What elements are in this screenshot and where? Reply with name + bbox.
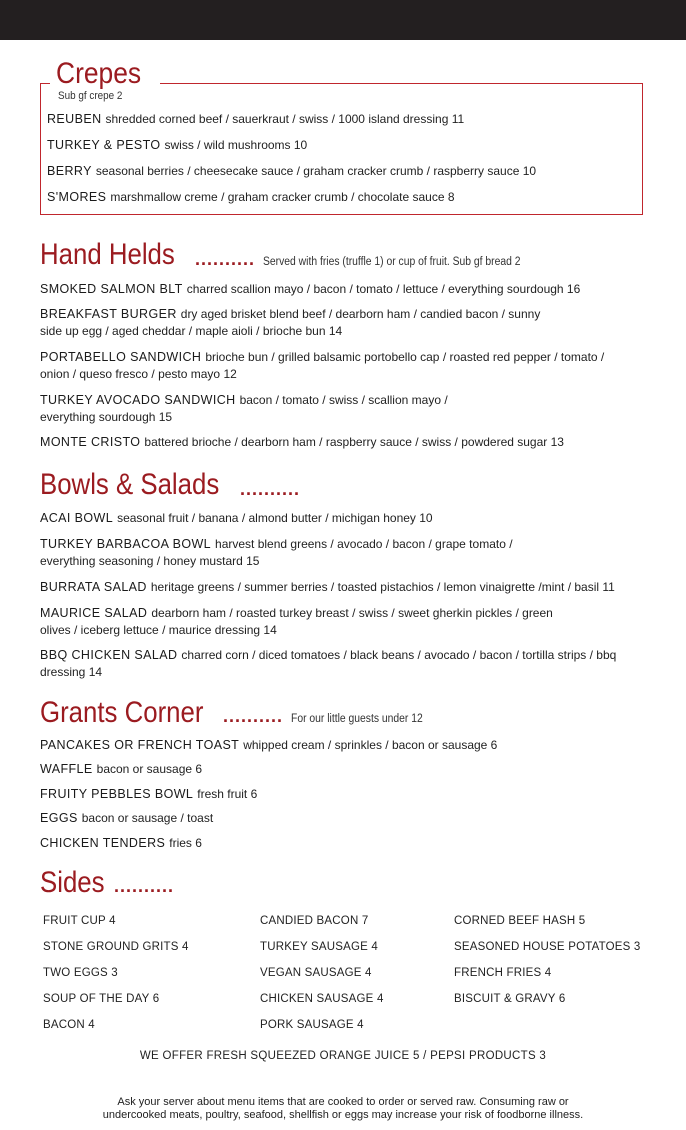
menu-item (40, 349, 620, 383)
item-desc: brioche bun / grilled balsamic portobello cap / roasted red pepper / tomato / onion / queso fresco / pesto mayo 12 (40, 350, 605, 381)
menu-item (47, 137, 307, 154)
item-name: BURRATA SALAD (40, 580, 147, 594)
side-item: CANDIED BACON 7 (260, 915, 369, 927)
item-desc: swiss / wild mushrooms 10 (164, 138, 308, 152)
item-desc: whipped cream / sprinkles / bacon or sausage 6 (243, 738, 498, 752)
hand-helds-note: Served with fries (truffle 1) or cup of fruit. Sub gf bread 2 (263, 256, 521, 268)
item-name: BBQ CHICKEN SALAD (40, 648, 178, 662)
item-desc: fresh fruit 6 (197, 787, 258, 801)
menu-item (40, 647, 650, 681)
hand-helds-header (40, 239, 197, 271)
item-desc: bacon or sausage 6 (96, 762, 203, 776)
side-item: FRENCH FRIES 4 (454, 967, 552, 979)
bowls-dots: .......... (240, 479, 301, 499)
menu-item (40, 392, 500, 426)
side-item: BISCUIT & GRAVY 6 (454, 993, 566, 1005)
menu-item (40, 786, 257, 803)
menu-item (47, 163, 536, 180)
menu-item (47, 111, 464, 128)
menu-item (40, 810, 213, 827)
menu-item (40, 737, 497, 754)
side-item: PORK SAUSAGE 4 (260, 1019, 364, 1031)
item-desc: seasonal berries / cheesecake sauce / graham cracker crumb / raspberry sauce 10 (95, 164, 537, 178)
top-bar (0, 0, 686, 40)
side-item: CORNED BEEF HASH 5 (454, 915, 586, 927)
item-desc: dearborn ham / roasted turkey breast / swiss / sweet gherkin pickles / green olives / iceberg lettuce / maurice dressing 14 (40, 606, 553, 637)
item-name: TURKEY BARBACOA BOWL (40, 537, 212, 551)
menu-item (40, 434, 564, 451)
menu-item (40, 605, 570, 639)
menu-item (47, 189, 455, 206)
item-name: FRUITY PEBBLES BOWL (40, 787, 194, 801)
side-item: CHICKEN SAUSAGE 4 (260, 993, 384, 1005)
item-desc: marshmallow creme / graham cracker crumb / chocolate sauce 8 (110, 190, 455, 204)
menu-item (40, 835, 202, 852)
menu-item (40, 536, 560, 570)
beverages-line: WE OFFER FRESH SQUEEZED ORANGE JUICE 5 / PEPSI PRODUCTS 3 (139, 1050, 547, 1062)
item-desc: heritage greens / summer berries / toasted pistachios / lemon vinaigrette /mint / basil 11 (150, 580, 615, 594)
item-desc: bacon or sausage / toast (81, 811, 214, 825)
item-name: S'MORES (47, 190, 107, 204)
grants-note: For our little guests under 12 (291, 713, 423, 725)
menu-item (40, 579, 615, 596)
item-desc: fries 6 (169, 836, 202, 850)
item-name: PANCAKES OR FRENCH TOAST (40, 738, 240, 752)
item-name: BERRY (47, 164, 92, 178)
grants-title: Grants Corner (40, 696, 204, 729)
side-item: TWO EGGS 3 (43, 967, 118, 979)
item-name: MAURICE SALAD (40, 606, 148, 620)
item-name: TURKEY & PESTO (47, 138, 161, 152)
sides-title: Sides (40, 866, 105, 899)
hand-helds-dots: .......... (195, 249, 256, 269)
item-desc: bacon / tomato / swiss / scallion mayo / everything sourdough 15 (40, 393, 448, 424)
item-name: ACAI BOWL (40, 511, 114, 525)
item-desc: harvest blend greens / avocado / bacon / grape tomato / everything seasoning / honey mustard 15 (40, 537, 513, 568)
item-desc: dry aged brisket blend beef / dearborn ham / candied bacon / sunny side up egg / aged cheddar / maple aioli / brioche bun 14 (40, 307, 541, 338)
disclaimer-line-2: undercooked meats, poultry, seafood, shellfish or eggs may increase your risk of foodborne illness. (102, 1109, 584, 1121)
menu-item (40, 306, 550, 340)
item-desc: seasonal fruit / banana / almond butter / michigan honey 10 (117, 511, 433, 525)
side-item: FRUIT CUP 4 (43, 915, 116, 927)
hand-helds-title: Hand Helds (40, 238, 175, 271)
item-name: TURKEY AVOCADO SANDWICH (40, 393, 236, 407)
item-name: WAFFLE (40, 762, 93, 776)
side-item: SEASONED HOUSE POTATOES 3 (454, 941, 641, 953)
side-item: TURKEY SAUSAGE 4 (260, 941, 379, 953)
item-name: REUBEN (47, 112, 102, 126)
side-item: STONE GROUND GRITS 4 (43, 941, 189, 953)
crepes-subnote: Sub gf crepe 2 (58, 90, 123, 102)
side-item: SOUP OF THE DAY 6 (43, 993, 160, 1005)
item-desc: charred scallion mayo / bacon / tomato / lettuce / everything sourdough 16 (186, 282, 581, 296)
side-item: BACON 4 (43, 1019, 95, 1031)
item-name: CHICKEN TENDERS (40, 836, 166, 850)
menu-item (40, 510, 433, 527)
item-name: BREAKFAST BURGER (40, 307, 177, 321)
item-desc: battered brioche / dearborn ham / raspberry sauce / swiss / powdered sugar 13 (144, 435, 564, 449)
item-name: MONTE CRISTO (40, 435, 141, 449)
item-name: SMOKED SALMON BLT (40, 282, 183, 296)
item-name: PORTABELLO SANDWICH (40, 350, 202, 364)
bowls-title: Bowls & Salads (40, 468, 220, 501)
item-desc: charred corn / diced tomatoes / black beans / avocado / bacon / tortilla strips / bbq dressing 14 (40, 648, 617, 679)
menu-item (40, 281, 580, 298)
item-name: EGGS (40, 811, 78, 825)
menu-item (40, 761, 202, 778)
grants-dots: .......... (223, 706, 284, 726)
crepes-title: Crepes (56, 57, 142, 90)
side-item: VEGAN SAUSAGE 4 (260, 967, 372, 979)
disclaimer-line-1: Ask your server about menu items that are cooked to order or served raw. Consuming raw or (117, 1096, 569, 1108)
sides-dots: .......... (114, 876, 175, 896)
item-desc: shredded corned beef / sauerkraut / swiss / 1000 island dressing 11 (105, 112, 465, 126)
